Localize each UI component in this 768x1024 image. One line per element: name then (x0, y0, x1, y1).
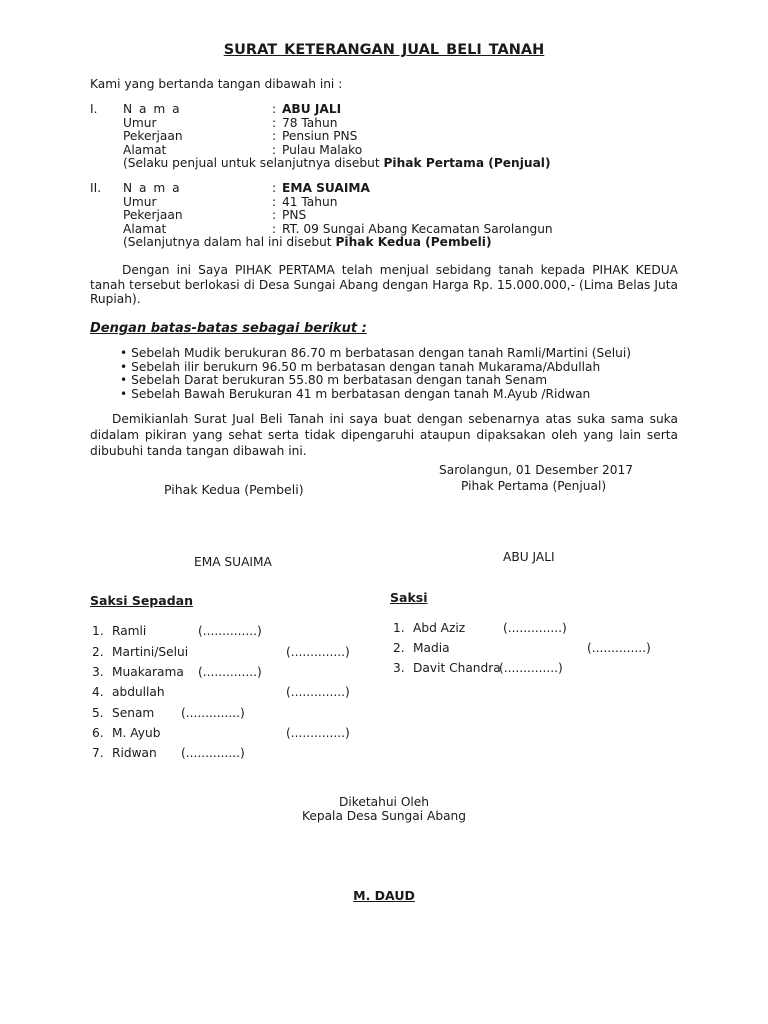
party-two-note (123, 235, 492, 249)
list-item-number: 1. (92, 624, 104, 638)
witness-name: Martini/Selui (112, 645, 189, 659)
party-two-note-role: Pihak Kedua (Pembeli) (335, 235, 492, 249)
saksi-sepadan-heading: Saksi Sepadan (90, 593, 193, 608)
signature-blank: (..............) (198, 624, 262, 638)
village-head-name: M. DAUD (353, 888, 415, 903)
list-item-number: 6. (92, 726, 104, 740)
party-one-note-role: Pihak Pertama (Penjual) (383, 156, 551, 170)
list-item (120, 360, 600, 374)
witness-name: abdullah (112, 685, 165, 699)
signature-blank: (..............) (181, 746, 245, 760)
colon: : (272, 181, 277, 195)
second-party-signature-name: EMA SUAIMA (194, 555, 272, 569)
signature-blank: (..............) (286, 645, 350, 659)
bullet-icon: • (120, 346, 128, 360)
list-item-number: 7. (92, 746, 104, 760)
party-one-address-label: Alamat (123, 142, 167, 157)
colon: : (272, 102, 277, 116)
colon: : (272, 221, 277, 236)
party-one-numeral: I. (90, 102, 98, 116)
party-two-note-prefix: (Selanjutnya dalam hal ini disebut (123, 235, 332, 249)
list-item-number: 1. (393, 621, 405, 635)
first-party-signature-name: ABU JALI (503, 550, 555, 564)
party-one-job-value: Pensiun PNS (282, 129, 358, 143)
intro-text: Kami yang bertanda tangan dibawah ini : (90, 77, 343, 91)
first-party-role: Pihak Pertama (Penjual) (461, 479, 607, 493)
saksi-heading: Saksi (390, 590, 428, 605)
signature-blank: (..............) (198, 665, 262, 679)
closing-text: Demikianlah Surat Jual Beli Tanah ini saya buat dengan sebenarnya atas suka sama suka didalam pikiran yang sehat serta tidak dipengaruhi ataupun dipaksakan oleh yang lain serta dibubuhi tanda tangan dibawah ini. (90, 412, 678, 458)
list-item-number: 3. (92, 665, 104, 679)
witness-name: Ridwan (112, 746, 157, 760)
list-item-number: 4. (92, 685, 104, 699)
list-item (120, 346, 631, 360)
bullet-icon: • (120, 386, 128, 401)
colon: : (272, 142, 277, 157)
witness-name: Davit Chandra (413, 661, 501, 675)
acknowledged-by: Diketahui Oleh (338, 795, 430, 809)
party-one-name-label: N a m a (123, 102, 182, 116)
signature-blank: (..............) (499, 661, 563, 675)
party-two-name-label: N a m a (123, 181, 182, 195)
list-item-number: 5. (92, 706, 104, 720)
sale-statement-text: Dengan ini Saya PIHAK PERTAMA telah menjual sebidang tanah kepada PIHAK KEDUA tanah tersebut berlokasi di Desa Sungai Abang dengan Harga Rp. 15.000.000,- (Lima Belas Juta Rupiah). (90, 263, 678, 306)
party-one-note (123, 156, 551, 170)
colon: : (272, 194, 277, 209)
boundaries-heading: Dengan batas-batas sebagai berikut : (90, 321, 367, 336)
party-one-age-value: 78 Tahun (282, 115, 338, 130)
document-title: SURAT KETERANGAN JUAL BELI TANAH (223, 42, 545, 58)
bullet-icon: • (120, 359, 128, 374)
colon: : (272, 129, 277, 143)
colon: : (272, 115, 277, 130)
signature-blank: (..............) (286, 685, 350, 699)
second-party-role: Pihak Kedua (Pembeli) (164, 482, 304, 497)
boundary-text: Sebelah ilir berukurn 96.50 m berbatasan dengan tanah Mukarama/Abdullah (131, 359, 601, 374)
sale-statement-paragraph (90, 263, 678, 307)
signature-blank: (..............) (286, 726, 350, 740)
party-one-name-value: ABU JALI (282, 102, 342, 116)
place-date: Sarolangun, 01 Desember 2017 (439, 463, 634, 477)
witness-name: M. Ayub (112, 726, 161, 740)
witness-name: Senam (112, 706, 155, 720)
party-one-age-label: Umur (123, 115, 157, 130)
list-item (120, 387, 590, 401)
bullet-icon: • (120, 373, 128, 387)
boundary-text: Sebelah Darat berukuran 55.80 m berbatasan dengan tanah Senam (131, 373, 548, 387)
witness-name: Abd Aziz (413, 621, 466, 635)
signature-blank: (..............) (503, 621, 567, 635)
party-two-job-label: Pekerjaan (123, 208, 183, 222)
witness-name: Madia (413, 641, 450, 655)
party-two-age-label: Umur (123, 194, 157, 209)
party-two-name-value: EMA SUAIMA (282, 181, 370, 195)
witness-name: Ramli (112, 624, 147, 638)
list-item-number: 2. (393, 641, 405, 655)
party-two-numeral: II. (90, 181, 102, 195)
party-two-age-value: 41 Tahun (282, 194, 338, 209)
party-two-address-value: RT. 09 Sungai Abang Kecamatan Sarolangun (282, 221, 553, 236)
list-item (120, 373, 547, 387)
boundary-text: Sebelah Bawah Berukuran 41 m berbatasan dengan tanah M.Ayub /Ridwan (131, 386, 591, 401)
list-item-number: 3. (393, 661, 405, 675)
signature-blank: (..............) (587, 641, 651, 655)
closing-paragraph (90, 411, 678, 459)
village-head-title: Kepala Desa Sungai Abang (301, 809, 467, 823)
party-one-address-value: Pulau Malako (282, 142, 363, 157)
boundary-text: Sebelah Mudik berukuran 86.70 m berbatasan dengan tanah Ramli/Martini (Selui) (131, 346, 631, 360)
colon: : (272, 208, 277, 222)
list-item-number: 2. (92, 645, 104, 659)
party-one-job-label: Pekerjaan (123, 129, 183, 143)
party-two-address-label: Alamat (123, 221, 167, 236)
party-two-job-value: PNS (282, 208, 307, 222)
signature-blank: (..............) (181, 706, 245, 720)
witness-name: Muakarama (112, 665, 184, 679)
party-one-note-prefix: (Selaku penjual untuk selanjutnya disebut (123, 156, 380, 170)
